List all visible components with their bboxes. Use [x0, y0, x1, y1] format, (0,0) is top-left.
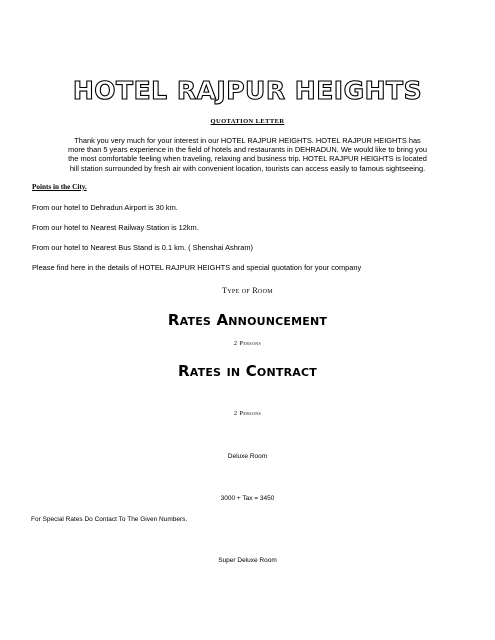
point-railway: From our hotel to Nearest Railway Station is 12km. — [32, 223, 199, 232]
quotation-heading: QUOTATION LETTER — [210, 118, 285, 125]
intro-paragraph — [30, 136, 465, 173]
hotel-title: HOTEL RAJPUR HEIGHTS — [72, 76, 423, 105]
point-bus-stand: From our hotel to Nearest Bus Stand is 0.1 km. ( Shenshai Ashram) — [32, 243, 253, 252]
intro-line: hill station surrounded by fresh air with convenient location, tourists can access easily to famous sightseeing. — [69, 163, 426, 173]
intro-line: more than 5 years experience in the field of hotels and restaurants in DEHRADUN. We would like to bring you — [68, 145, 427, 155]
room-super-deluxe: Super Deluxe Room — [218, 557, 277, 564]
contract-persons: 2 Persons — [233, 410, 262, 417]
special-rates-note: For Special Rates Do Contact To The Given Numbers. — [31, 516, 188, 523]
announcement-persons: 2 Persons — [233, 340, 262, 347]
type-of-room-heading: Type of Room — [222, 286, 273, 295]
intro-line: Thank you very much for your interest in our HOTEL RAJPUR HEIGHTS. HOTEL RAJPUR HEIGHTS has — [74, 136, 421, 145]
rates-in-contract-heading: Rates in Contract — [178, 362, 317, 380]
point-details: Please find here in the details of HOTEL RAJPUR HEIGHTS and special quotation for your company — [32, 263, 362, 272]
point-airport: From our hotel to Dehradun Airport is 30 km. — [32, 203, 178, 212]
points-heading: Points in the City. — [32, 183, 87, 191]
rates-announcement-heading: Rates Announcement — [167, 311, 328, 329]
room-deluxe-price: 3000 + Tax = 3450 — [220, 495, 275, 502]
intro-line: the most comfortable feeling when traveling, relaxing and business trip. HOTEL RAJPUR HEIGHTS is located — [68, 154, 427, 164]
room-deluxe: Deluxe Room — [227, 453, 268, 460]
